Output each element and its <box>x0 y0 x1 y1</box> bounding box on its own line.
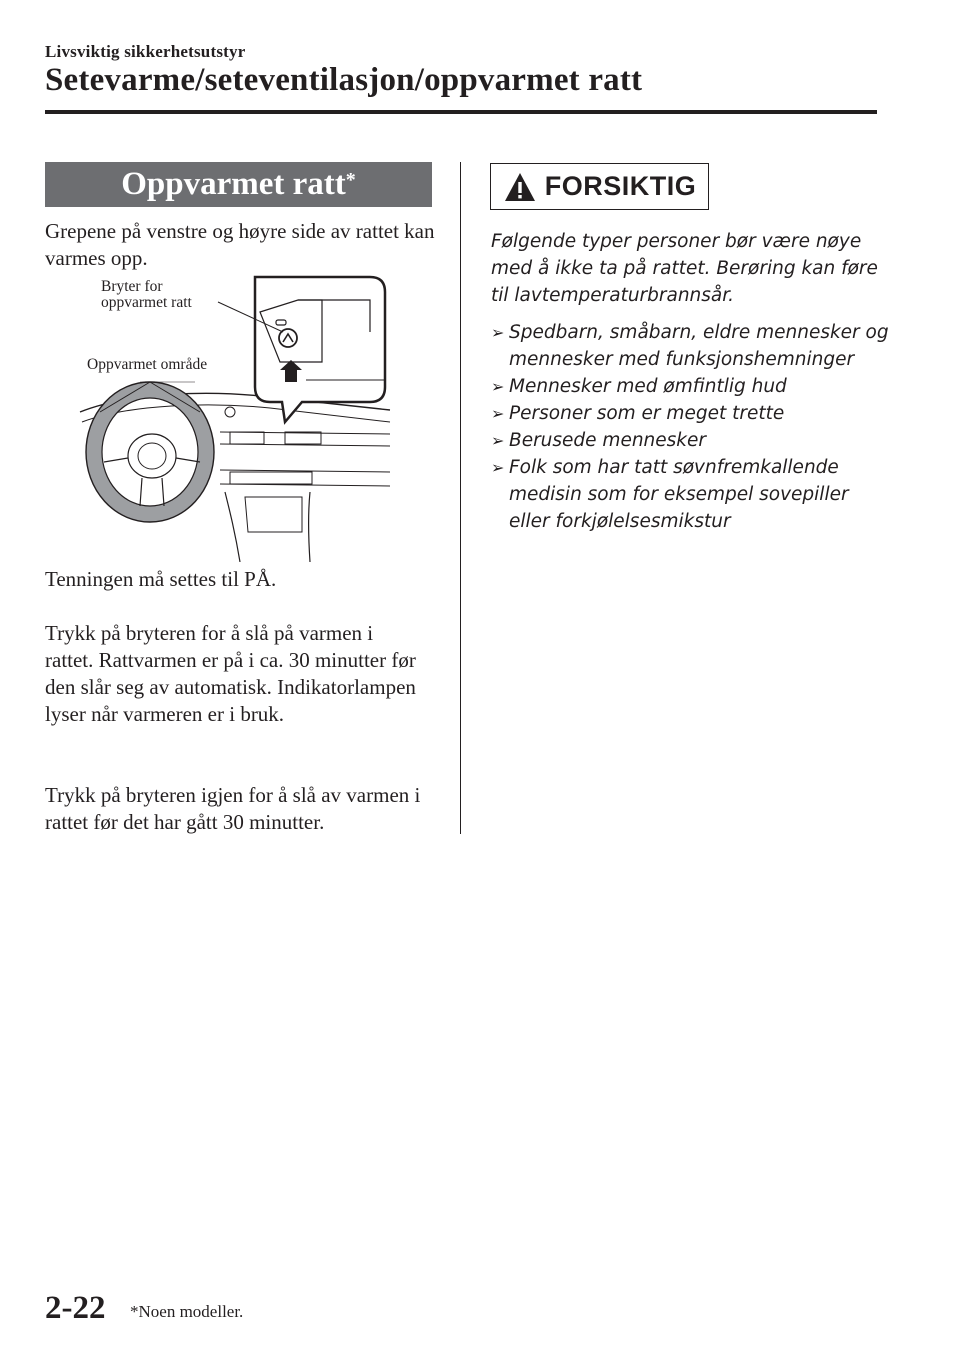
section-kicker: Livsviktig sikkerhetsutstyr <box>45 42 246 61</box>
caution-list <box>491 319 891 535</box>
bullet-arrow-icon: ➢ <box>491 431 505 450</box>
paragraph-1: Tenningen må settes til PÅ. <box>45 567 277 591</box>
bullet-arrow-icon: ➢ <box>491 323 505 342</box>
column-divider <box>460 162 461 834</box>
list-item-text: Berusede mennesker <box>509 430 707 451</box>
bullet-arrow-icon: ➢ <box>491 377 505 396</box>
switch-label-line1: Bryter for <box>101 278 163 295</box>
steering-wheel-illustration <box>70 272 400 562</box>
section-heading: Oppvarmet ratt <box>121 166 346 202</box>
footnote: *Noen modeller. <box>130 1302 244 1321</box>
title-rule <box>45 110 877 114</box>
list-item <box>491 373 891 400</box>
list-item-text: Mennesker med ømfintlig hud <box>509 376 787 397</box>
page-number: 2-22 <box>45 1290 106 1326</box>
intro-text: Grepene på venstre og høyre side av rattet kan varmes opp. <box>45 219 435 270</box>
list-item-text: Folk som har tatt søvnfremkallende medisin som for eksempel sovepiller eller forkjølelsesmikstur <box>509 457 849 532</box>
caution-box <box>490 163 709 210</box>
list-item <box>491 400 891 427</box>
list-item-text: Spedbarn, småbarn, eldre mennesker og mennesker med funksjonshemninger <box>509 322 889 370</box>
list-item-text: Personer som er meget trette <box>509 403 785 424</box>
caution-label: FORSIKTIG <box>544 171 697 201</box>
list-item <box>491 454 891 535</box>
list-item <box>491 319 891 373</box>
section-heading-banner <box>45 162 432 207</box>
models-footnote-marker: * <box>345 169 356 191</box>
bullet-arrow-icon: ➢ <box>491 458 505 477</box>
paragraph-2: Trykk på bryteren for å slå på varmen i rattet. Rattvarmen er på i ca. 30 minutter før den slår seg av automatisk. Indikatorlampen lyser når varmeren er i bruk. <box>45 621 416 726</box>
switch-label <box>101 279 192 311</box>
warning-icon <box>503 171 537 203</box>
switch-label-line2: oppvarmet ratt <box>101 294 192 311</box>
paragraph-3: Trykk på bryteren igjen for å slå av varmen i rattet før det har gått 30 minutter. <box>45 783 421 834</box>
caution-intro: Følgende typer personer bør være nøye med å ikke ta på rattet. Berøring kan føre til lavtemperaturbrannsår. <box>491 231 878 306</box>
page-title: Setevarme/seteventilasjon/oppvarmet ratt <box>45 62 643 98</box>
list-item <box>491 427 891 454</box>
heated-area-label: Oppvarmet område <box>87 356 208 373</box>
bullet-arrow-icon: ➢ <box>491 404 505 423</box>
